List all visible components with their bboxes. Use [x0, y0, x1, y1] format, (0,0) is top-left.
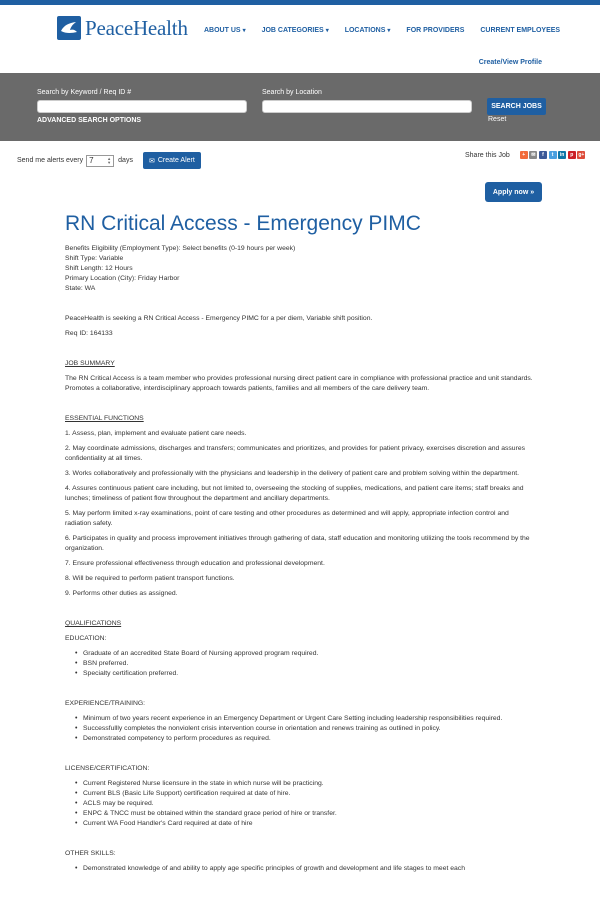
- license-list: [65, 779, 535, 829]
- keyword-search-input[interactable]: [37, 100, 247, 113]
- essential-function-item: 8. Will be required to perform patient transport functions.: [65, 575, 235, 582]
- googleplus-icon[interactable]: g+: [578, 152, 585, 158]
- logo[interactable]: [57, 15, 188, 41]
- job-meta-line: Primary Location (City): Friday Harbor: [65, 275, 180, 282]
- nav-label: LOCATIONS: [344, 27, 386, 34]
- essential-function-item: 6. Participates in quality and process improvement initiatives through gathering of data, staff education and monitoring utilizing the tools recommend by the organization.: [65, 535, 530, 552]
- license-item: • Current Registered Nurse licensure in the state in which nurse will be practicing.: [75, 779, 535, 789]
- experience-item: • Minimum of two years recent experience in an Emergency Department or Urgent Care Setting including leadership responsibilities required.: [75, 714, 535, 724]
- experience-item: • Successfullly completes the nonviolent crisis intervention course in orientation and renews training as outlined in policy.: [75, 724, 535, 734]
- share-label: Share this Job: [465, 151, 510, 159]
- job-meta-line: Shift Type: Variable: [65, 255, 124, 262]
- experience-item: • Demonstrated competency to perform procedures as required.: [75, 734, 535, 744]
- pinterest-icon[interactable]: p: [568, 151, 576, 159]
- essential-function-item: 5. May perform limited x-ray examinations, point of care testing and other procedures as determined and will apply, appropriate infection control and radiation safety.: [65, 510, 509, 527]
- spinner-icon[interactable]: ▲ ▼: [107, 155, 112, 165]
- caret-down-icon: ▾: [242, 28, 246, 34]
- share-icons: [520, 151, 587, 159]
- job-summary-text: The RN Critical Access is a team member who provides professional nursing direct patient care in compliance with professional practice and unit standards. Promotes a collaborative, interdisciplinary approach towards patients, families and all members of the care delivery team.: [65, 375, 533, 392]
- education-item: • Specialty certification preferred.: [75, 669, 535, 679]
- other-skills-list: [65, 864, 535, 874]
- education-item: • BSN preferred.: [75, 659, 535, 669]
- envelope-icon: ✉: [148, 157, 155, 165]
- apply-now-button[interactable]: Apply now »: [485, 182, 542, 202]
- nav-locations[interactable]: [345, 27, 391, 34]
- keyword-label: Search by Keyword / Req ID #: [37, 89, 132, 96]
- twitter-icon[interactable]: t: [549, 151, 557, 159]
- location-label: Search by Location: [262, 89, 322, 96]
- essential-function-item: 9. Performs other duties as assigned.: [65, 590, 178, 597]
- nav-label: FOR PROVIDERS: [406, 27, 465, 34]
- essential-function-item: 4. Assures continuous patient care including, but not limited to, overseeing the stocking of supplies, medications, and patient care items; staff breaks and lunches; timeliness of patient flow throughout the department and ancillary departments.: [65, 485, 524, 502]
- caret-down-icon: ▾: [325, 28, 329, 34]
- license-heading: LICENSE/CERTIFICATION:: [65, 765, 150, 772]
- email-icon[interactable]: ✉: [531, 152, 536, 158]
- qualifications-heading: QUALIFICATIONS: [65, 620, 122, 627]
- add-icon[interactable]: +: [520, 151, 528, 159]
- caret-down-icon: ▾: [387, 28, 391, 34]
- license-item: • ENPC & TNCC must be obtained within the standard grace period of hire or transfer.: [75, 809, 535, 819]
- alert-days-value: 7: [89, 156, 94, 165]
- alert-days-input[interactable]: [86, 155, 114, 167]
- other-skills-heading: OTHER SKILLS:: [65, 850, 116, 857]
- job-meta-line: Shift Length: 12 Hours: [65, 265, 133, 272]
- education-list: [65, 649, 535, 679]
- essential-function-item: 1. Assess, plan, implement and evaluate patient care needs.: [65, 430, 247, 437]
- facebook-icon[interactable]: f: [539, 151, 547, 159]
- req-id: Req ID: 164133: [65, 330, 113, 337]
- alert-suffix-text: days: [118, 157, 133, 164]
- job-meta-line: State: WA: [65, 285, 96, 292]
- essential-functions-list: [65, 429, 535, 599]
- advanced-search-link[interactable]: ADVANCED SEARCH OPTIONS: [37, 117, 142, 124]
- search-bar: [0, 73, 600, 141]
- location-search-input[interactable]: [262, 100, 472, 113]
- create-alert-button[interactable]: [143, 152, 201, 169]
- job-alert-row: [17, 152, 201, 169]
- job-summary-heading: JOB SUMMARY: [65, 360, 115, 367]
- nav-label: JOB CATEGORIES: [261, 27, 324, 34]
- job-meta: [65, 244, 535, 294]
- nav-about-us[interactable]: [204, 27, 246, 34]
- license-item: • Current WA Food Handler's Card required at date of hire: [75, 819, 535, 829]
- essential-function-item: 3. Works collaboratively and professionally with the physicians and leadership in the delivery of patient care and problem solving within the department.: [65, 470, 520, 477]
- main-nav: [204, 27, 576, 34]
- education-heading: EDUCATION:: [65, 635, 107, 642]
- experience-heading: EXPERIENCE/TRAINING:: [65, 700, 146, 707]
- license-item: • Current BLS (Basic Life Support) certification required at date of hire.: [75, 789, 535, 799]
- job-intro: PeaceHealth is seeking a RN Critical Access - Emergency PIMC for a per diem, Variable shift position.: [65, 315, 373, 322]
- create-view-profile-link[interactable]: Create/View Profile: [478, 59, 542, 66]
- education-item: • Graduate of an accredited State Board of Nursing approved program required.: [75, 649, 535, 659]
- license-item: • ACLS may be required.: [75, 799, 535, 809]
- essential-functions-heading: ESSENTIAL FUNCTIONS: [65, 415, 144, 422]
- nav-current-employees[interactable]: [480, 27, 560, 34]
- reset-link[interactable]: Reset: [488, 116, 507, 123]
- linkedin-icon[interactable]: in: [559, 152, 565, 158]
- search-jobs-button[interactable]: SEARCH JOBS: [487, 98, 546, 115]
- other-skill-item: • Demonstrated knowledge of and ability to apply age specific principles of growth and development and life stages to meet each: [75, 864, 535, 874]
- essential-function-item: 2. May coordinate admissions, discharges and transfers; communicates and prioritizes, and provides for patient privacy, exercises discretion and assures confidentiality at all times.: [65, 445, 526, 462]
- site-header: [0, 5, 600, 73]
- create-alert-label: Create Alert: [157, 157, 195, 164]
- nav-label: CURRENT EMPLOYEES: [480, 27, 561, 34]
- nav-for-providers[interactable]: [406, 27, 464, 34]
- share-job: [465, 151, 587, 159]
- dove-logo-icon: [57, 16, 81, 40]
- essential-function-item: 7. Ensure professional effectiveness through education and professional development.: [65, 560, 325, 567]
- job-title: RN Critical Access - Emergency PIMC: [65, 212, 421, 235]
- job-description: [65, 210, 535, 874]
- alert-prefix-text: Send me alerts every: [17, 157, 84, 164]
- nav-label: ABOUT US: [204, 27, 241, 34]
- nav-job-categories[interactable]: [262, 27, 329, 34]
- job-meta-line: Benefits Eligibility (Employment Type): Select benefits (0-19 hours per week): [65, 245, 296, 252]
- brand-name: PeaceHealth: [85, 15, 188, 40]
- experience-list: [65, 714, 535, 744]
